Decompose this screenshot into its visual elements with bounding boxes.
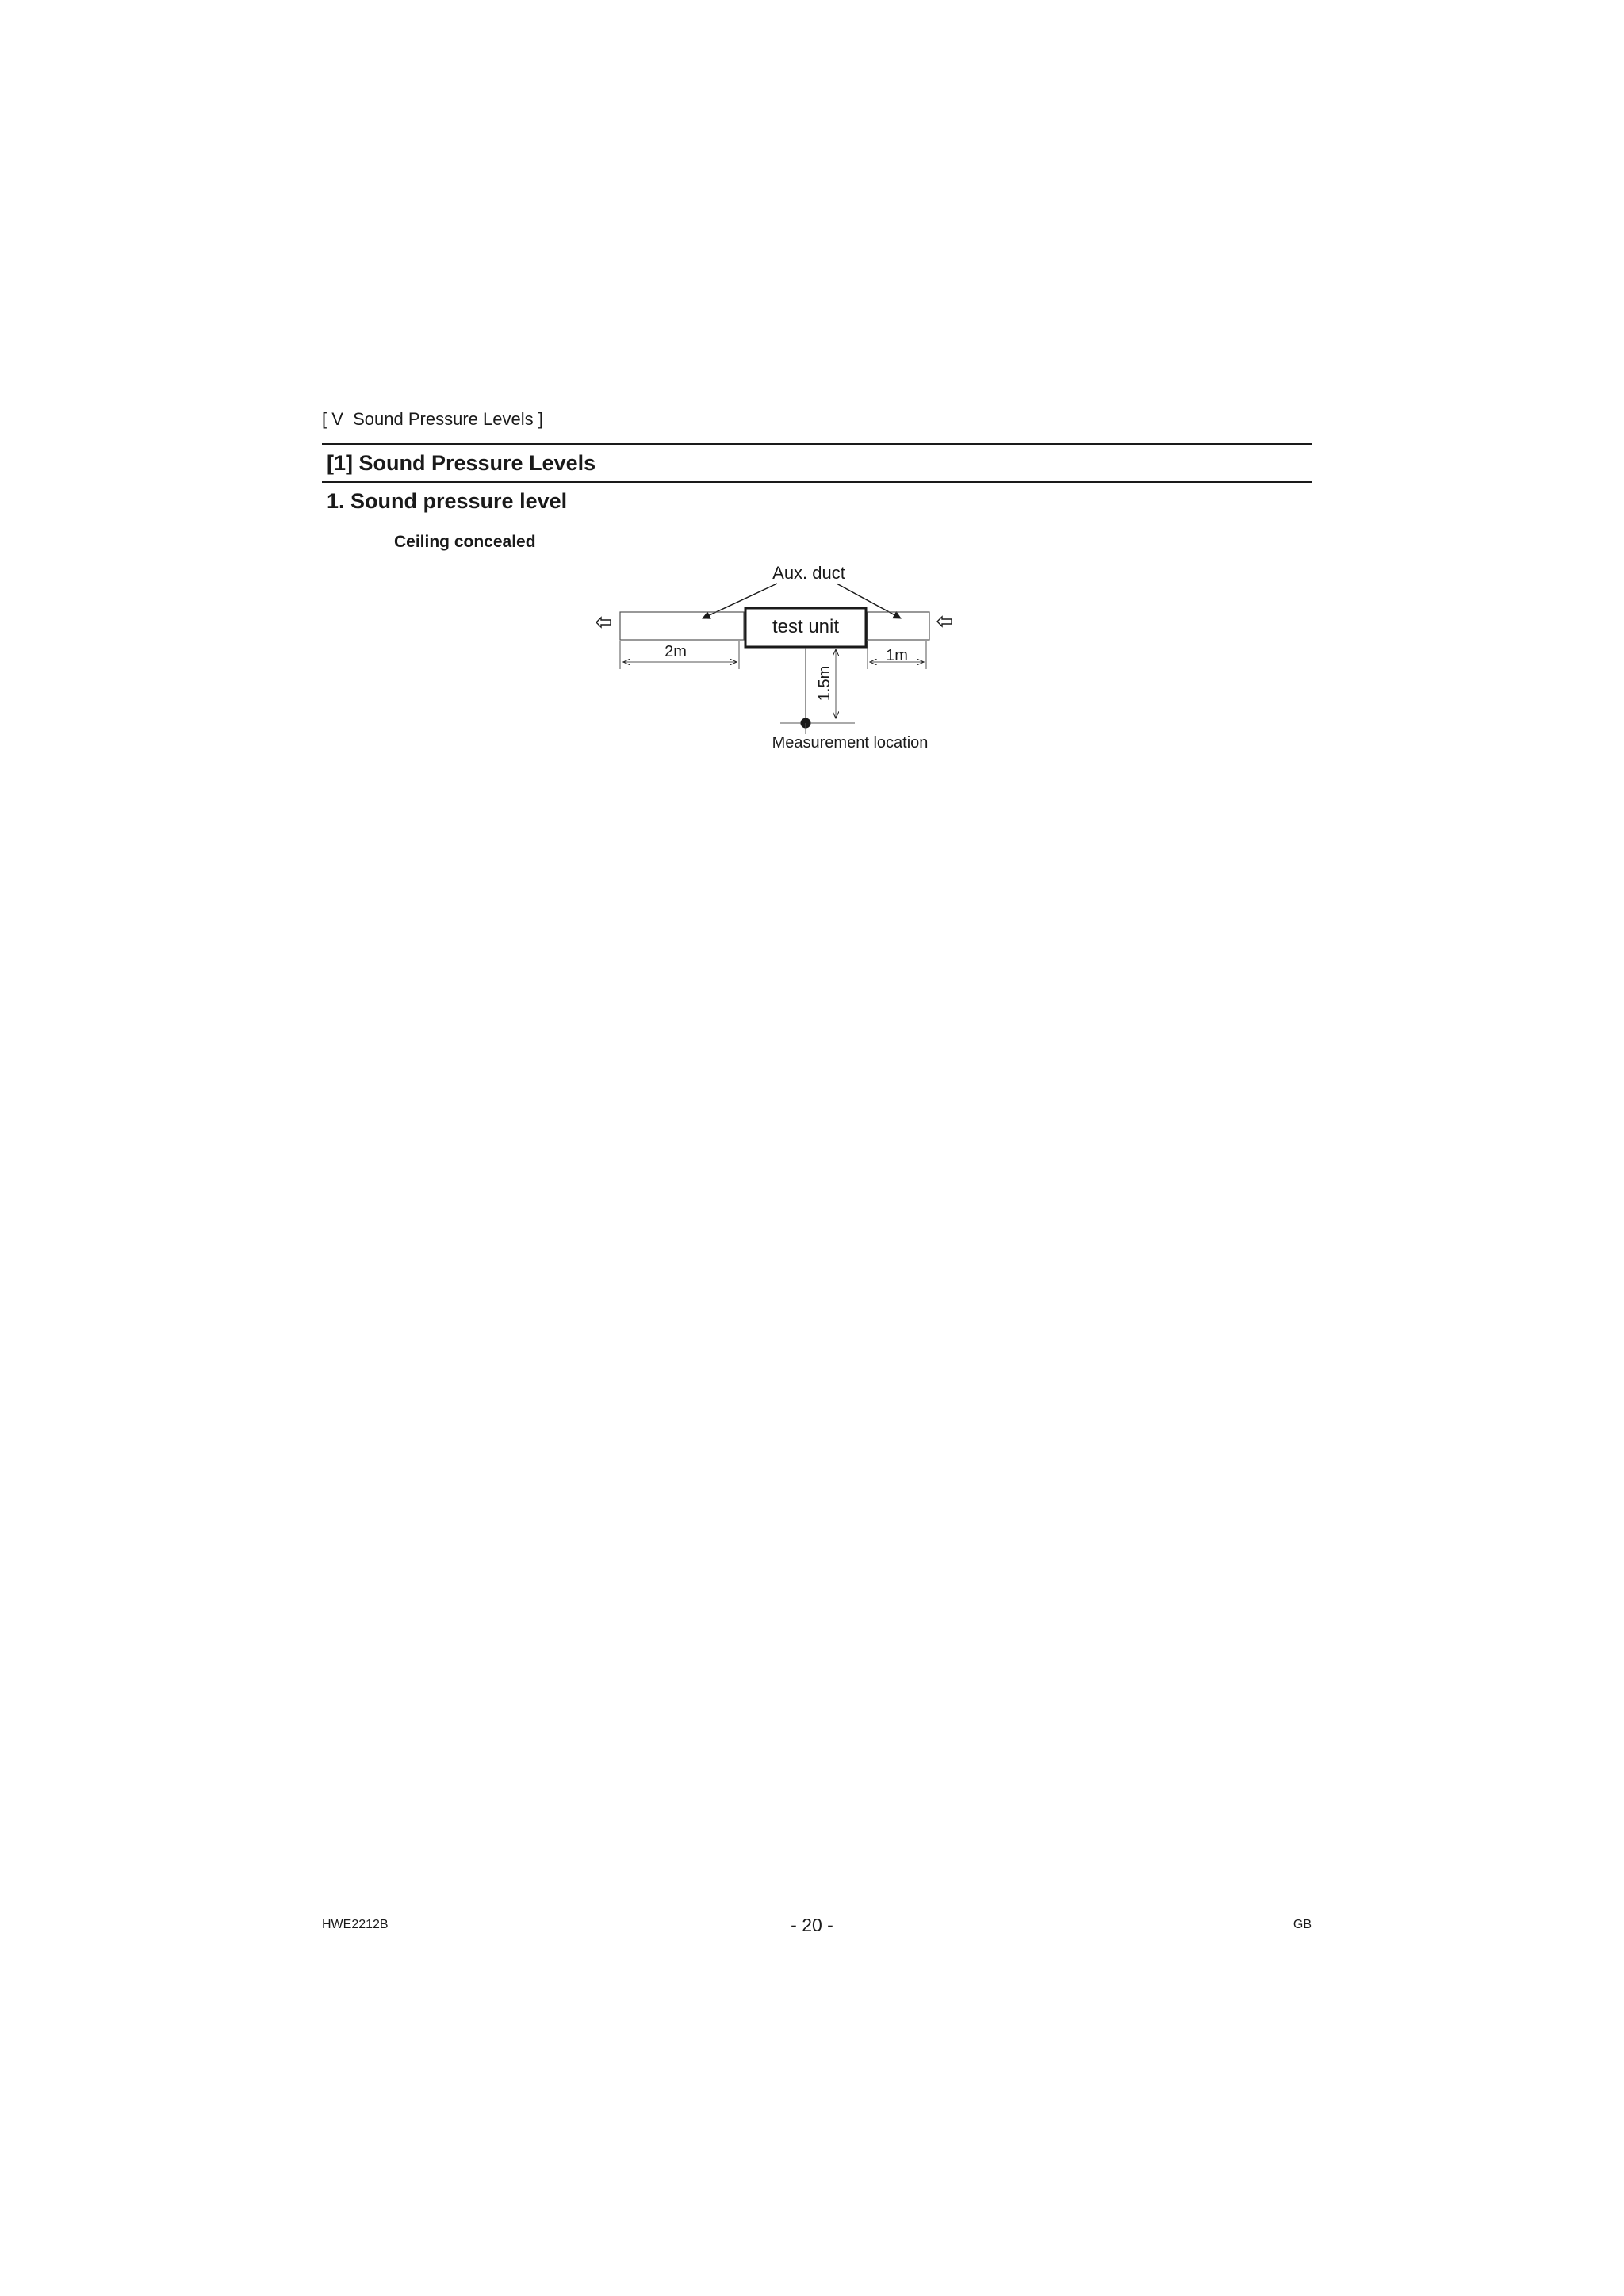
airflow-left-arrow-icon <box>596 618 611 627</box>
figure-caption: Ceiling concealed <box>394 533 536 551</box>
footer-doc-code: HWE2212B <box>322 1918 389 1931</box>
right-duct <box>868 612 929 640</box>
measurement-diagram <box>587 555 967 761</box>
height-label: 1.5m <box>816 665 833 702</box>
subsection-title: 1. Sound pressure level <box>327 489 568 513</box>
section-rule <box>322 481 1312 483</box>
measurement-location-label: Measurement location <box>772 734 929 752</box>
aux-duct-label: Aux. duct <box>772 563 845 583</box>
airflow-right-arrow-icon <box>937 617 952 626</box>
footer-region: GB <box>1293 1918 1312 1931</box>
section-title: [1] Sound Pressure Levels <box>327 451 596 475</box>
header-rule <box>322 443 1312 445</box>
left-distance-label: 2m <box>665 643 687 660</box>
left-duct <box>620 612 744 640</box>
test-unit-label: test unit <box>772 616 840 637</box>
footer-page-number: - 20 - <box>791 1915 833 1935</box>
running-header: [ V Sound Pressure Levels ] <box>322 409 543 429</box>
right-distance-label: 1m <box>886 647 908 664</box>
